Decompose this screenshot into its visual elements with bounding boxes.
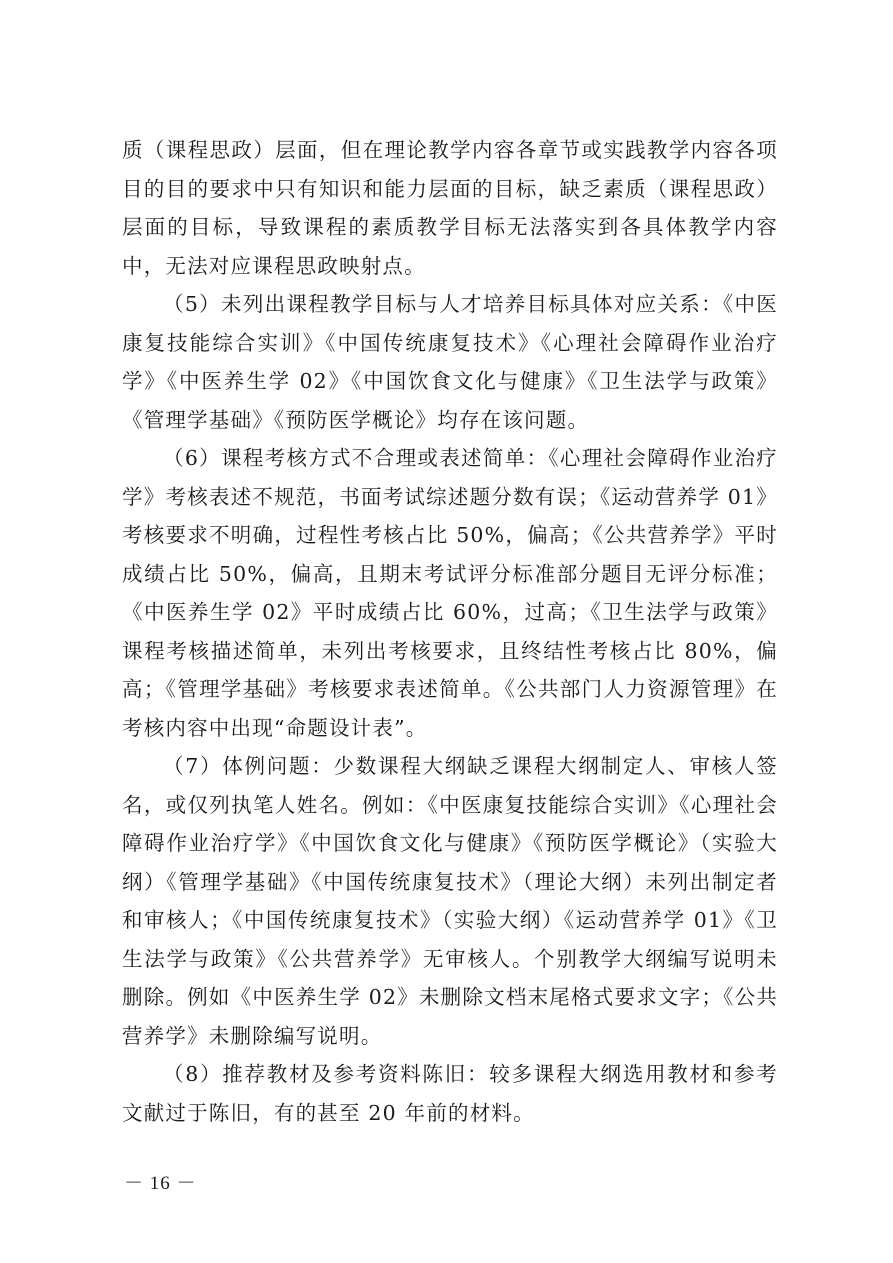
paragraph-item-8: （8）推荐教材及参考资料陈旧：较多课程大纲选用教材和参考文献过于陈旧，有的甚至 20 年前的材料。 (122, 1062, 778, 1125)
paragraph-item-6: （6）课程考核方式不合理或表述简单：《心理社会障碍作业治疗学》考核表述不规范，书面考试综述题分数有误；《运动营养学 01》考核要求不明确，过程性考核占比 50%，偏高；《公共营养学》平时成绩占比 50%，偏高，且期末考试评分标准部分题目无评分标准；《中医养生学 02》平时成绩占比 60%，过高；《卫生法学与政策》课程考核描述简单，未列出考核要求，且终结性考核占比 80%，偏高；《管理学基础》考核要求表述简单。《公共部门人力资源管理》在考核内容中出现“命题设计表”。 (122, 446, 778, 740)
paragraph-item-5: （5）未列出课程教学目标与人才培养目标具体对应关系：《中医康复技能综合实训》《中国传统康复技术》《心理社会障碍作业治疗学》《中医养生学 02》《中国饮食文化与健康》《卫生法学与政策》《管理学基础》《预防医学概论》均存在该问题。 (122, 292, 778, 432)
page-body (122, 131, 778, 1132)
paragraph-course-ideology: 质（课程思政）层面，但在理论教学内容各章节或实践教学内容各项目的目的要求中只有知识和能力层面的目标，缺乏素质（课程思政）层面的目标，导致课程的素质教学目标无法落实到各具体教学内容中，无法对应课程思政映射点。 (122, 138, 778, 278)
paragraph-item-7: （7）体例问题：少数课程大纲缺乏课程大纲制定人、审核人签名，或仅列执笔人姓名。例如：《中医康复技能综合实训》《心理社会障碍作业治疗学》《中国饮食文化与健康》《预防医学概论》（实验大纲）《管理学基础》《中国传统康复技术》（理论大纲）未列出制定者和审核人；《中国传统康复技术》（实验大纲）《运动营养学 01》《卫生法学与政策》《公共营养学》无审核人。个别教学大纲编写说明未删除。例如《中医养生学 02》未删除文档末尾格式要求文字；《公共营养学》未删除编写说明。 (122, 754, 778, 1048)
page-number: － 16 － (124, 1173, 197, 1194)
